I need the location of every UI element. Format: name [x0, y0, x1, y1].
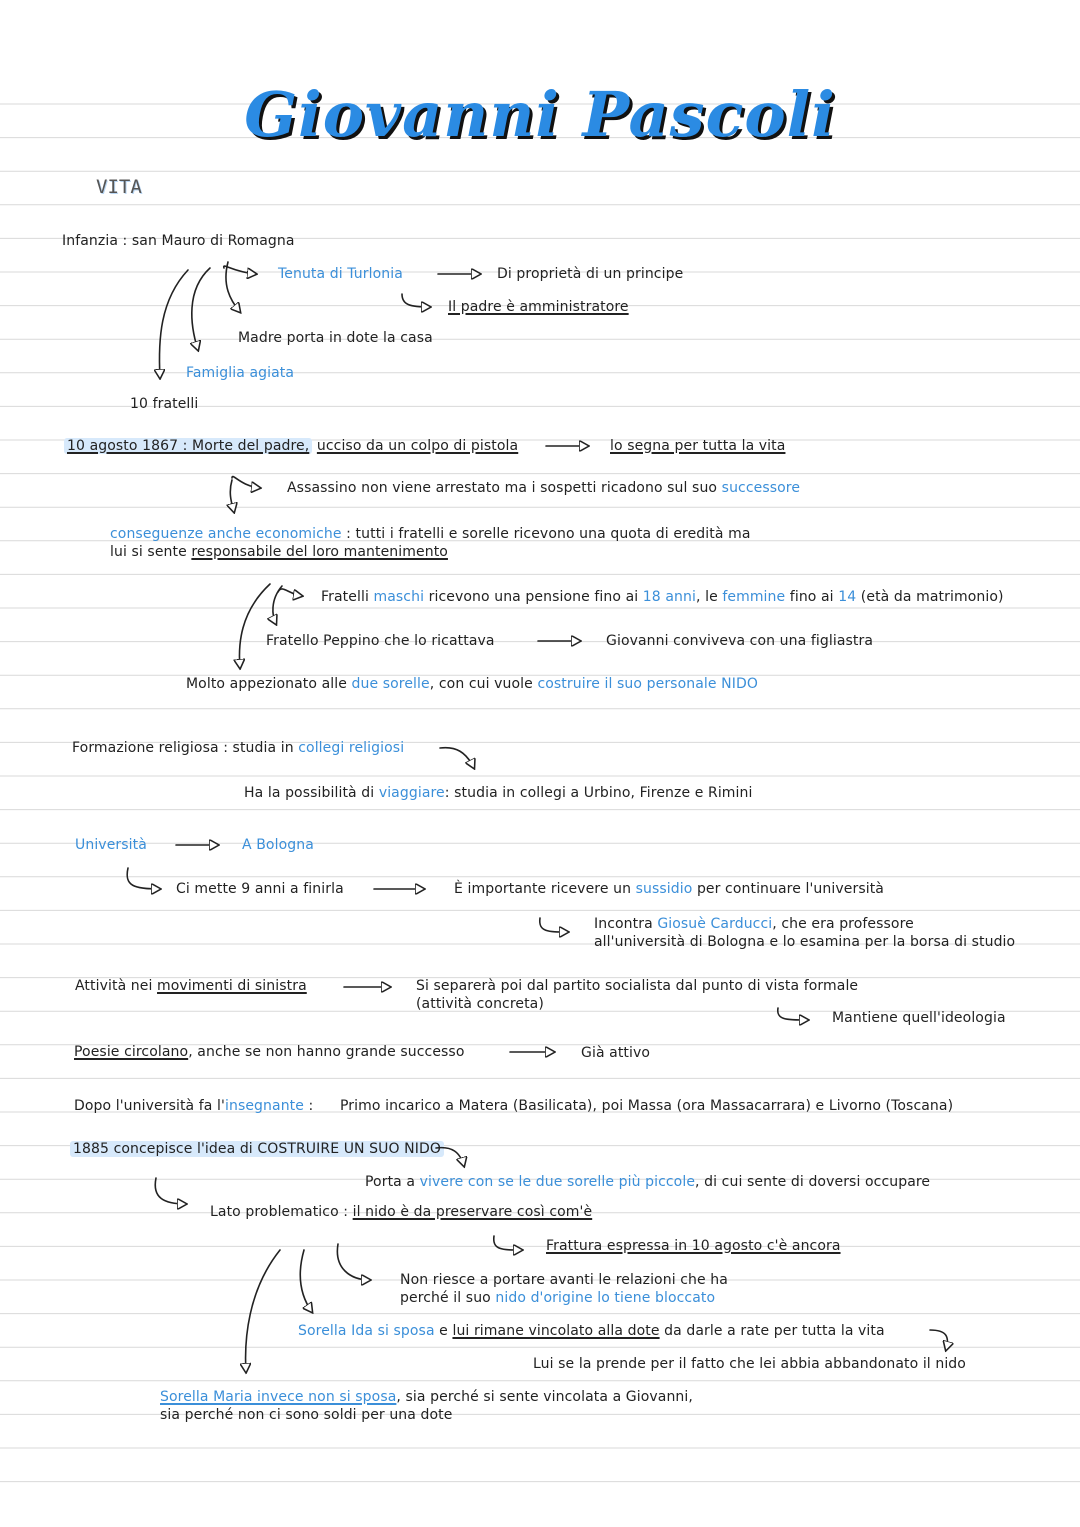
borsa-studio-text: all'università di Bologna e lo esamina per la borsa di studio: [594, 934, 1016, 950]
vivere-sorelle-text: vivere con se le due sorelle più piccole: [419, 1174, 696, 1190]
lato-a: Lato problematico :: [210, 1204, 353, 1220]
conseguenze-detail: : tutti i fratelli e sorelle ricevono una quota di eredità ma: [341, 526, 751, 542]
conseguenze-line2: [110, 543, 448, 561]
poesie-line: [74, 1043, 464, 1061]
prende-text: Lui se la prende per il fatto che lei abbia abbandonato il nido: [533, 1356, 966, 1372]
porta-a: Porta a: [365, 1174, 420, 1190]
preservare-text: il nido è da preservare così com'è: [352, 1204, 593, 1220]
ida-b: e: [434, 1323, 453, 1339]
pensione-c: , le: [695, 589, 723, 605]
assassino-text: Assassino non viene arrestato ma i sospetti ricadono sul suo: [287, 480, 718, 496]
insegnante-b: :: [303, 1098, 314, 1114]
maria-sposa-text: Sorella Maria invece non si sposa: [160, 1389, 397, 1405]
sorelle-line: [186, 675, 758, 693]
famiglia-agiata-text: Famiglia agiata: [186, 365, 295, 381]
poesie-b: , anche se non hanno grande successo: [188, 1044, 465, 1060]
separa-text: Si separerà poi dal partito socialista dal punto di vista formale: [416, 978, 859, 994]
collegi-religiosi-text: collegi religiosi: [298, 740, 405, 756]
nido-heading: 1885 concepisce l'idea di COSTRUIRE UN SUO NIDO: [70, 1141, 444, 1157]
proprieta-text: Di proprietà di un principe: [497, 266, 684, 282]
pensione-line: [321, 588, 1004, 606]
maria-b: , sia perché si sente vincolata a Giovanni,: [396, 1389, 693, 1405]
femmine-text: femmine: [722, 589, 786, 605]
pensione-b: ricevono una pensione fino ai: [424, 589, 643, 605]
viaggi-a: Ha la possibilità di: [244, 785, 379, 801]
gia-attivo-text: Già attivo: [581, 1045, 651, 1061]
infanzia-heading: Infanzia : san Mauro di Romagna: [62, 233, 295, 249]
viaggiare-text: viaggiare: [378, 785, 445, 801]
insegnante-a: Dopo l'università fa l': [74, 1098, 225, 1114]
segna-vita-text: lo segna per tutta la vita: [610, 438, 786, 454]
page-title: Giovanni Pascoli: [244, 78, 836, 151]
viaggi-b: : studia in collegi a Urbino, Firenze e Rimini: [444, 785, 753, 801]
maria-dote-text: sia perché non ci sono soldi per una dote: [160, 1407, 453, 1423]
maschi-text: maschi: [373, 589, 425, 605]
morte-cause: ucciso da un colpo di pistola: [316, 438, 519, 454]
ida-line: [298, 1322, 885, 1340]
conseguenze-line: [110, 525, 751, 543]
nove-anni-text: Ci mette 9 anni a finirla: [176, 881, 344, 897]
ida-sposa-text: Sorella Ida si sposa: [298, 1323, 435, 1339]
dieci-fratelli-text: 10 fratelli: [130, 396, 199, 412]
viaggiare-line: [244, 784, 753, 802]
poesie-circolano-text: Poesie circolano: [74, 1044, 189, 1060]
lato-problematico-line: [210, 1203, 592, 1221]
importante-a: È importante ricevere un: [454, 881, 636, 897]
relazioni2a: perché il suo: [400, 1290, 496, 1306]
maria-line: [160, 1388, 693, 1406]
incontra-b: , che era professore: [772, 916, 914, 932]
molto-text: Molto appezionato alle: [186, 676, 352, 692]
sussidio-text: sussidio: [635, 881, 693, 897]
pensione-a: Fratelli: [321, 589, 374, 605]
conseguenze-text: conseguenze anche economiche: [110, 526, 342, 542]
successore-text: successore: [721, 480, 801, 496]
nido-origine-text: nido d'origine lo tiene bloccato: [495, 1290, 716, 1306]
frattura-text: Frattura espressa in 10 agosto c'è ancora: [546, 1238, 841, 1254]
formazione-line: [72, 739, 404, 757]
conseguenze-line2a: lui si sente: [110, 544, 192, 560]
nido-heading-wrap: [70, 1140, 444, 1158]
relazioni-text: Non riesce a portare avanti le relazioni che ha: [400, 1272, 728, 1288]
vincolato-dote-text: lui rimane vincolato alla dote: [452, 1323, 660, 1339]
carducci-line: [594, 915, 914, 933]
attivita-concreta-text: (attività concreta): [416, 996, 544, 1012]
insegnante-line: [74, 1097, 313, 1115]
universita-label: Università: [75, 837, 147, 853]
insegnante-text: insegnante: [224, 1098, 304, 1114]
mantiene-ideologia-text: Mantiene quell'ideologia: [832, 1010, 1006, 1026]
importante-b: per continuare l'università: [692, 881, 884, 897]
section-heading-vita: VITA: [96, 176, 142, 198]
nido-personale-text: costruire il suo personale NIDO: [537, 676, 758, 692]
con-cui-text: , con cui vuole: [429, 676, 538, 692]
bologna-text: A Bologna: [242, 837, 314, 853]
sussidio-line: [454, 880, 884, 898]
incontra-a: Incontra: [594, 916, 658, 932]
responsabile-text: responsabile del loro mantenimento: [191, 544, 448, 560]
morte-padre-line: [64, 437, 518, 455]
figliastra-text: Giovanni conviveva con una figliastra: [606, 633, 874, 649]
ida-d: da darle a rate per tutta la vita: [659, 1323, 885, 1339]
movimenti-sinistra-text: movimenti di sinistra: [157, 978, 307, 994]
tenuta-text: Tenuta di Turlonia: [278, 266, 403, 282]
anni18-text: 18 anni: [642, 589, 696, 605]
n14-text: 14: [838, 589, 857, 605]
assassino-line: [287, 479, 800, 497]
pensione-e: (età da matrimonio): [856, 589, 1004, 605]
attivita-line: [75, 977, 307, 995]
madre-dote-text: Madre porta in dote la casa: [238, 330, 433, 346]
porta-vivere-line: [365, 1173, 930, 1191]
pensione-d: fino ai: [785, 589, 839, 605]
peppino-text: Fratello Peppino che lo ricattava: [266, 633, 495, 649]
due-sorelle-text: due sorelle: [351, 676, 430, 692]
primo-incarico-text: Primo incarico a Matera (Basilicata), poi Massa (ora Massacarrara) e Livorno (Toscana): [340, 1098, 954, 1114]
relazioni-line2: [400, 1289, 715, 1307]
morte-date: 10 agosto 1867 : Morte del padre,: [64, 438, 312, 454]
formazione-heading: Formazione religiosa : studia in: [72, 740, 299, 756]
carducci-text: Giosuè Carducci: [657, 916, 773, 932]
padre-amministratore-text: Il padre è amministratore: [448, 299, 629, 315]
attivita-a: Attività nei: [75, 978, 158, 994]
porta-b: , di cui sente di doversi occupare: [695, 1174, 931, 1190]
